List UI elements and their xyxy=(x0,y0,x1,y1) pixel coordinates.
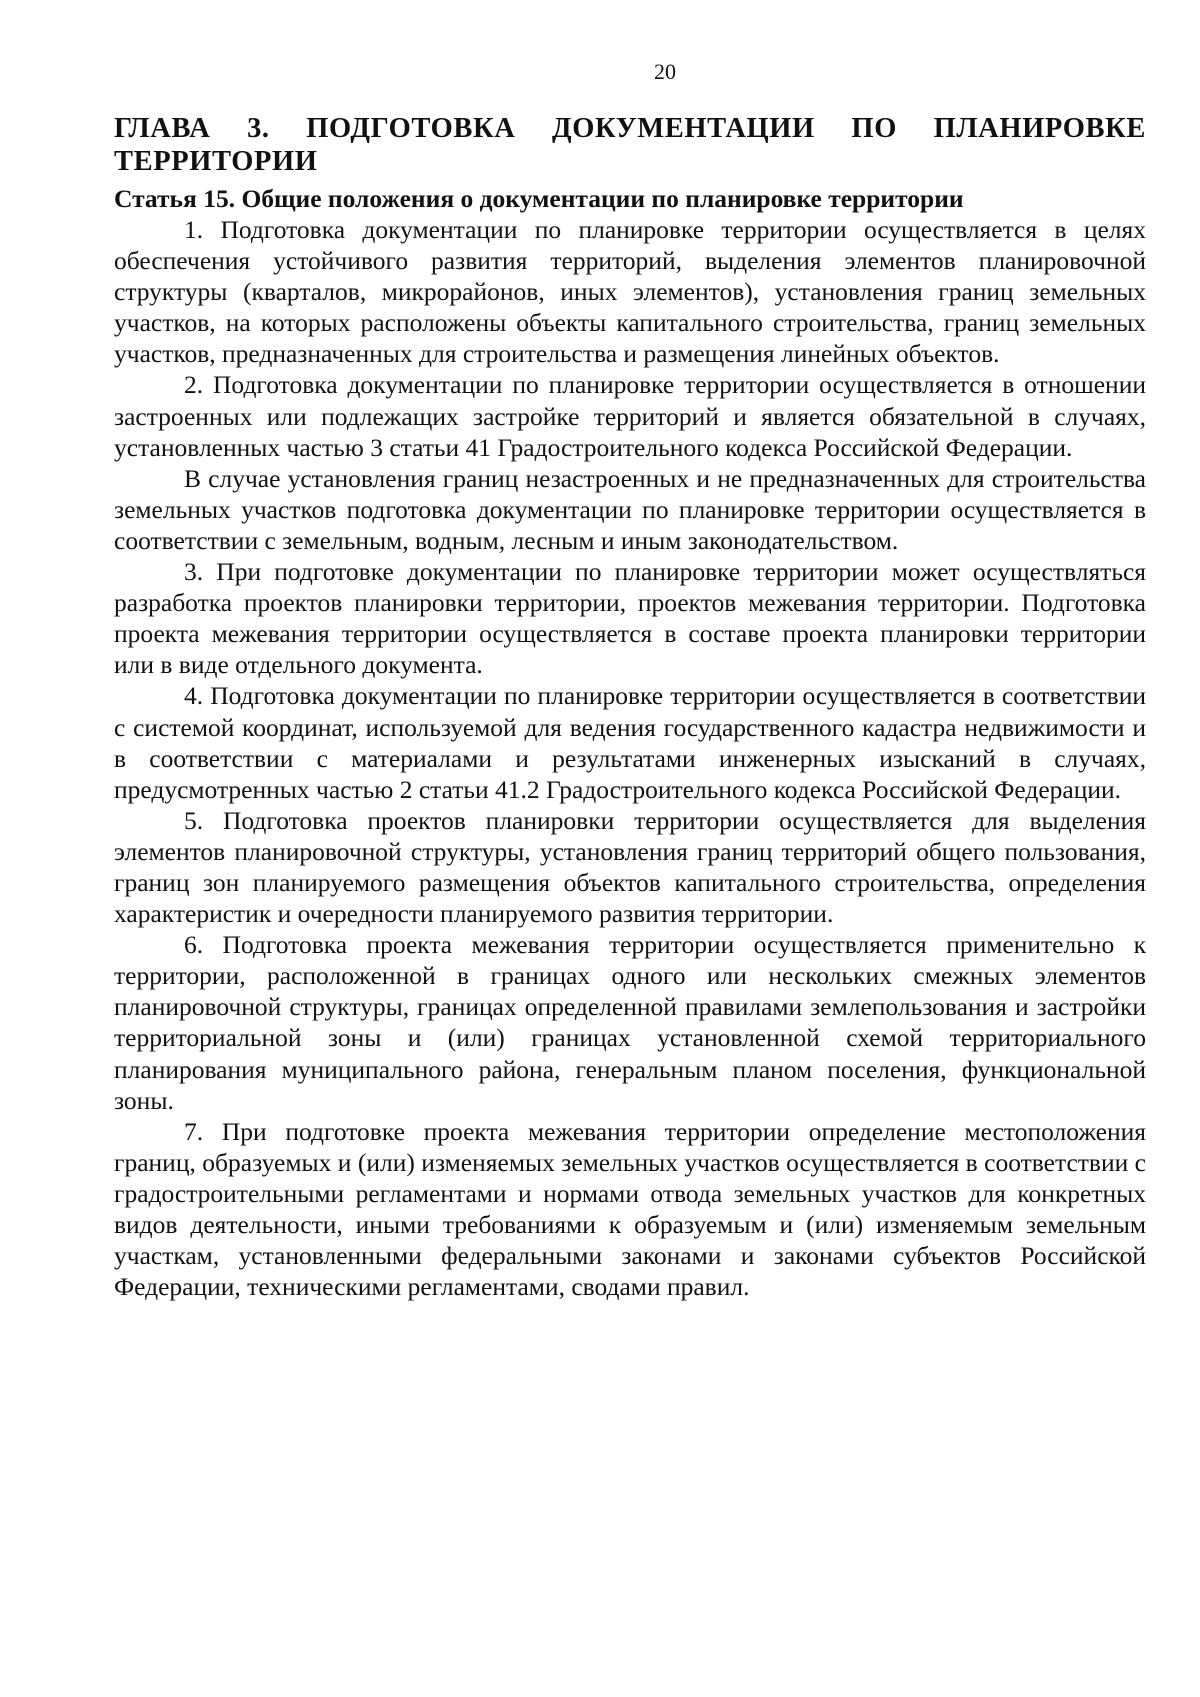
document-body xyxy=(114,112,1146,1302)
page-number: 20 xyxy=(654,59,676,84)
paragraph-6: 6. Подготовка проекта межевания территории осуществляется применительно к территории, расположенной в границах одного или нескольких смежных элементов планировочной структуры, границах определенной правилами землепользования и застройки территориальной зоны и (или) границах установленной схемой территориального планирования муниципального района, генеральным планом поселения, функциональной зоны. xyxy=(114,930,1146,1115)
paragraph-2: 2. Подготовка документации по планировке территории осуществляется в отношении застроенных или подлежащих застройке территорий и является обязательной в случаях, установленных частью 3 статьи 41 Градостроительного кодекса Российской Федерации. xyxy=(114,370,1146,462)
paragraph-1: 1. Подготовка документации по планировке территории осуществляется в целях обеспечения устойчивого развития территорий, выделения элементов планировочной структуры (кварталов, микрорайонов, иных элементов), установления границ земельных участков, на которых расположены объекты капитального строительства, границ земельных участков, предназначенных для строительства и размещения линейных объектов. xyxy=(114,215,1146,369)
paragraph-2-continuation: В случае установления границ незастроенных и не предназначенных для строительства земельных участков подготовка документации по планировке территории осуществляется в соответствии с земельным, водным, лесным и иным законодательством. xyxy=(114,463,1146,555)
chapter-title: ГЛАВА 3. ПОДГОТОВКА ДОКУМЕНТАЦИИ ПО ПЛАНИРОВКЕ ТЕРРИТОРИИ xyxy=(114,113,1146,177)
paragraph-3: 3. При подготовке документации по планировке территории может осуществляться разработка проектов планировки территории, проектов межевания территории. Подготовка проекта межевания территории осуществляется в составе проекта планировки территории или в виде отдельного документа. xyxy=(114,557,1146,680)
paragraph-4: 4. Подготовка документации по планировке территории осуществляется в соответствии с системой координат, используемой для ведения государственного кадастра недвижимости и в соответствии с материалами и результатами инженерных изысканий в случаях, предусмотренных частью 2 статьи 41.2 Градостроительного кодекса Российской Федерации. xyxy=(114,681,1146,804)
article-title: Статья 15. Общие положения о документации по планировке территории xyxy=(114,184,964,213)
paragraph-7: 7. При подготовке проекта межевания территории определение местоположения границ, образуемых и (или) изменяемых земельных участков осуществляется в соответствии с градостроительными регламентами и нормами отвода земельных участков для конкретных видов деятельности, иными требованиями к образуемым и (или) изменяемым земельным участкам, установленными федеральными законами и законами субъектов Российской Федерации, техническими регламентами, сводами правил. xyxy=(114,1116,1146,1302)
paragraph-5: 5. Подготовка проектов планировки территории осуществляется для выделения элементов планировочной структуры, установления границ территорий общего пользования, границ зон планируемого размещения объектов капитального строительства, определения характеристик и очередности планируемого развития территории. xyxy=(114,805,1146,929)
